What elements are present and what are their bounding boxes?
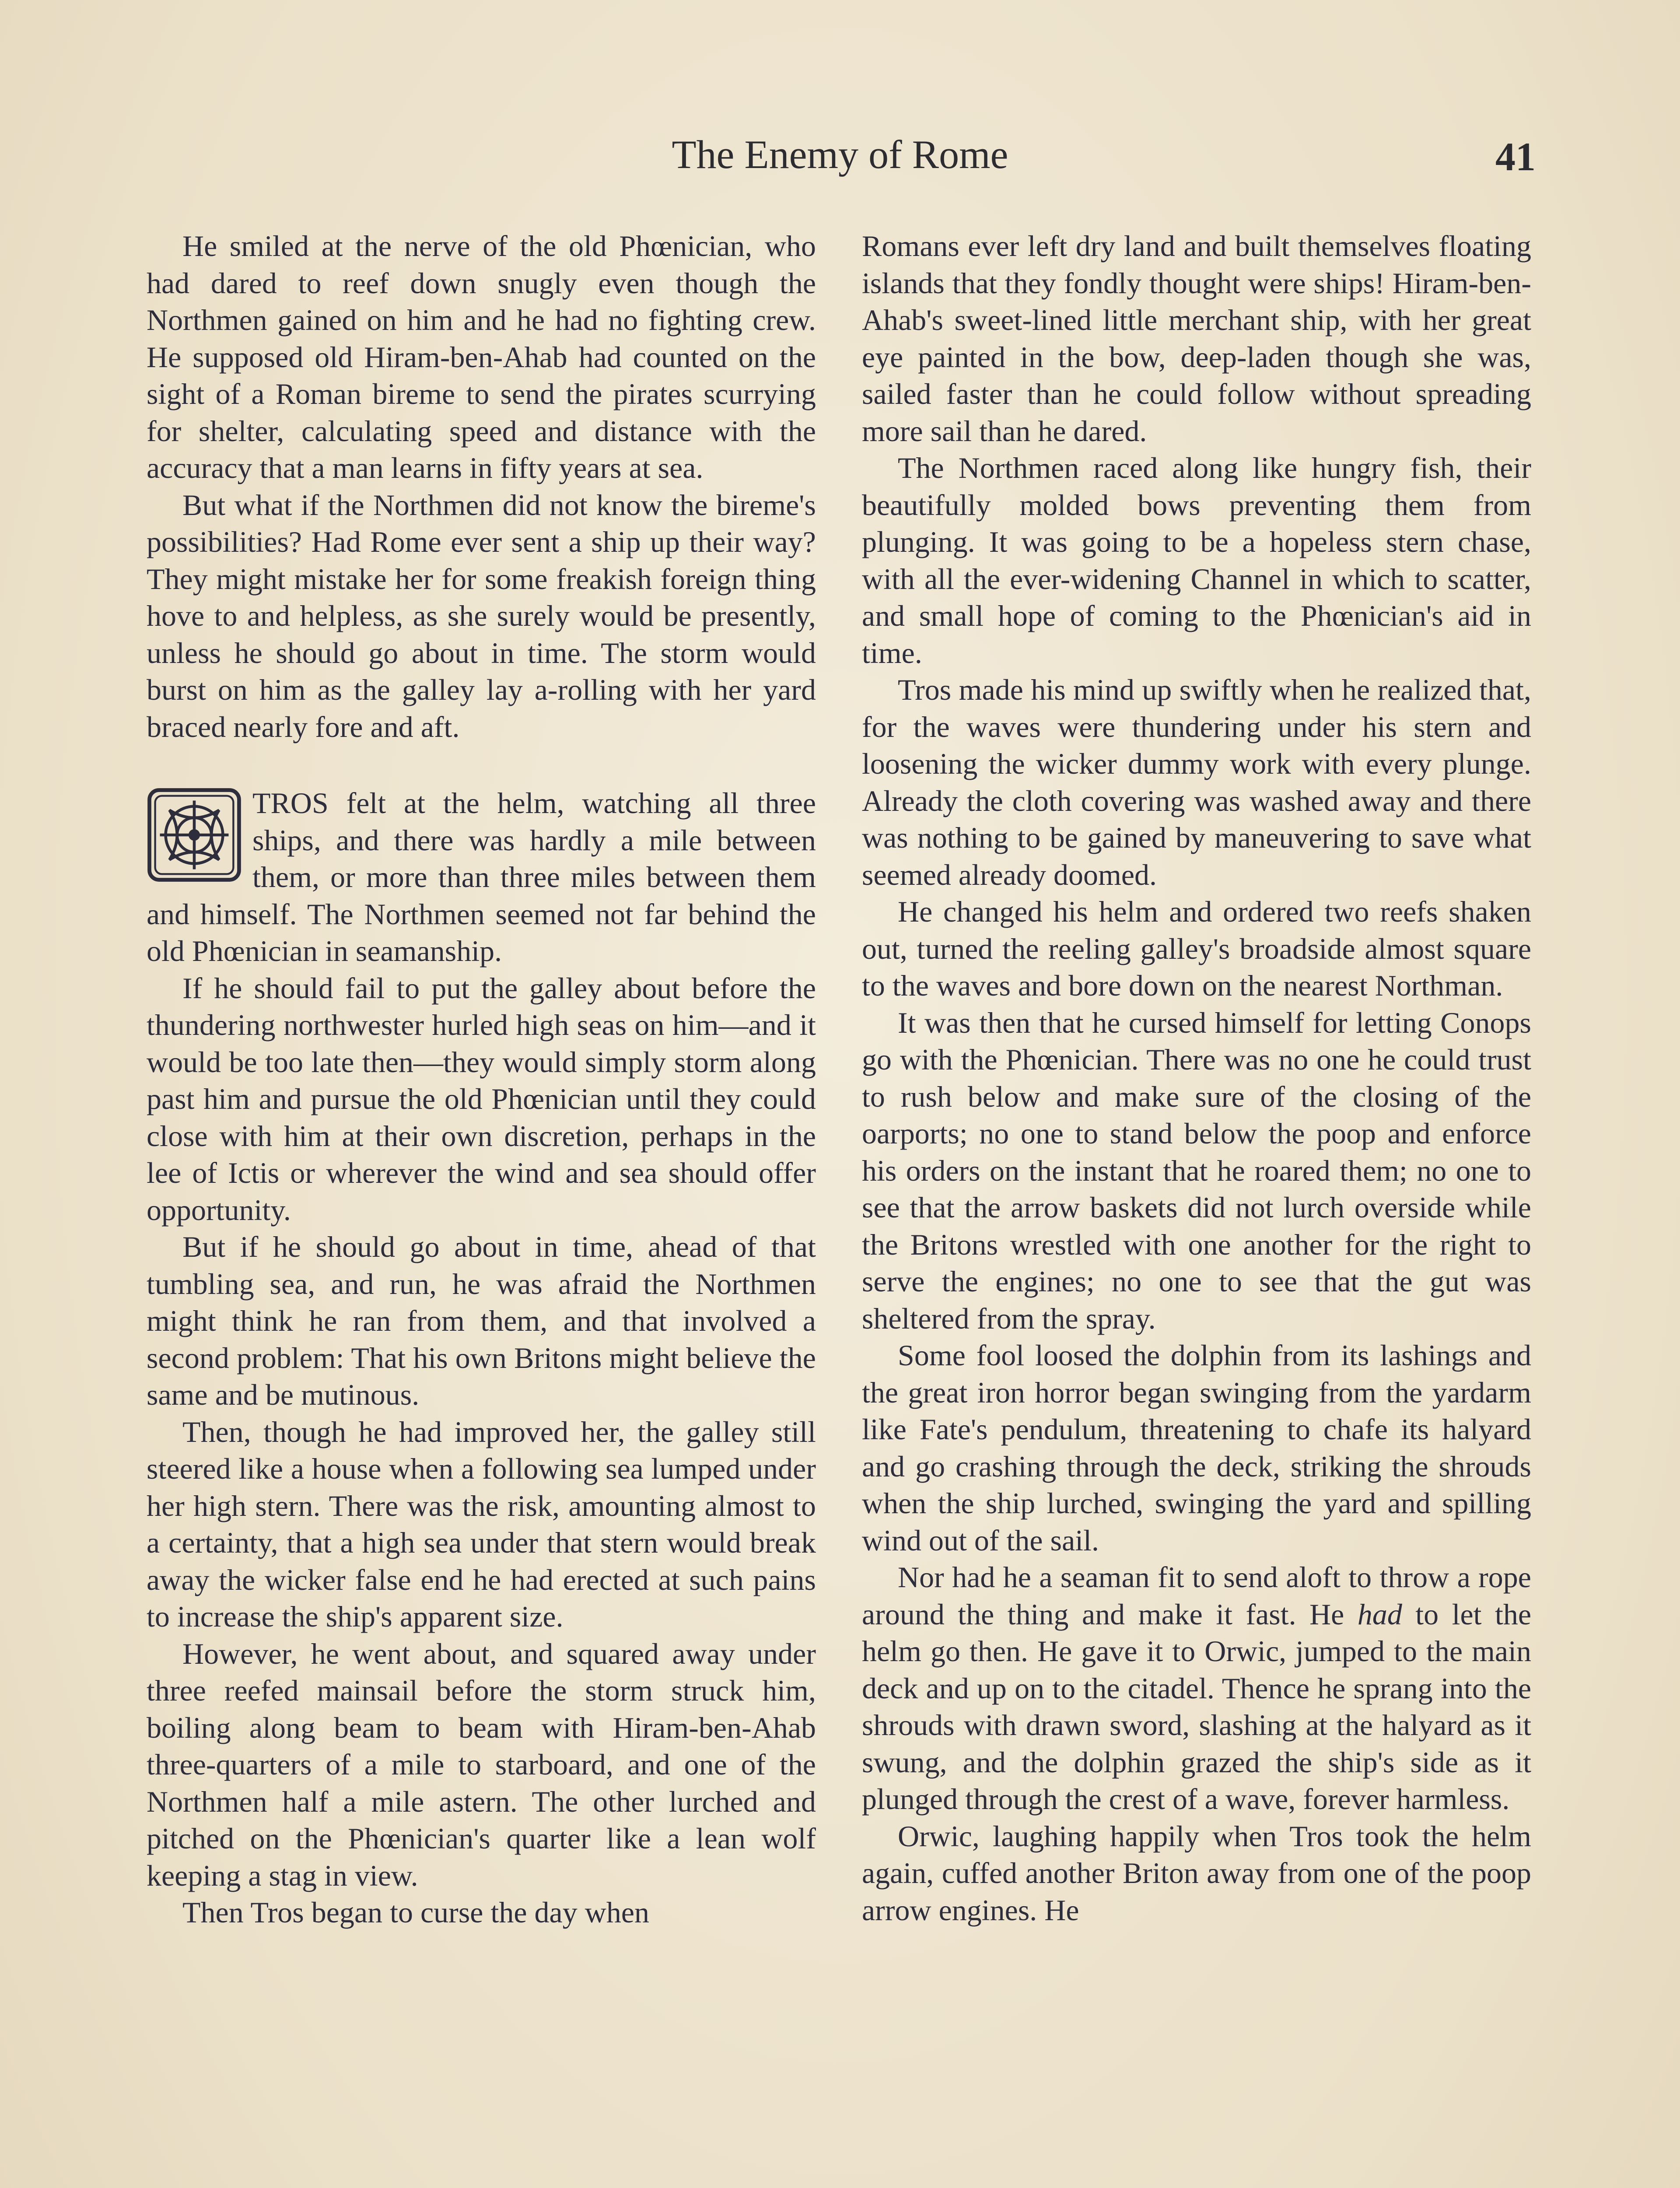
paragraph: If he should fail to put the galley about before the thundering northwester hurled high seas on him—and it would be too late then—they would simply storm along past him and pursue the old Phœnician until they could close with him at their own discretion, perhaps in the lee of Ictis or wherever the wind and sea should offer opportunity. bbox=[147, 971, 816, 1227]
paragraph: He smiled at the nerve of the old Phœnician, who had dared to reef down snugly even though the Northmen gained on him and he had no fighting crew. He supposed old Hiram-ben-Ahab had counted on the sight of a Roman bireme to send the pirates scurrying for shelter, calculating speed and distance with the accuracy that a man learns in fifty years at sea. bbox=[147, 229, 816, 484]
paragraph: Some fool loosed the dolphin from its lashings and the great iron horror began swinging from the yardarm like Fate's pendulum, threatening to chafe its halyard and go crashing through the deck, striking the shrouds when the ship lurched, swinging the yard and spilling wind out of the sail. bbox=[862, 1339, 1531, 1557]
right-column bbox=[862, 228, 1531, 1929]
paragraph-text: He bbox=[1309, 1597, 1344, 1631]
paragraph: He changed his helm and ordered two reefs shaken out, turned the reeling galley's broadside almost square to the waves and bore down on the nearest Northman. bbox=[862, 895, 1531, 1002]
running-title: The Enemy of Rome bbox=[672, 132, 1008, 177]
paragraph-text: to let the helm go then. He gave it to Orwic, jumped to the main deck and up on to the citadel. Thence he sprang into the shrouds with drawn sword, slashing at the halyard as it swung, and the dolphin grazed the ship's side as it plunged through the crest of a wave, forever harmless. bbox=[862, 1597, 1532, 1816]
paragraph: Then, though he had improved her, the galley still steered like a house when a following sea lumped under her high stern. There was the risk, amounting almost to a certainty, that a high sea under that stern would break away the wicker false end he had erected at such pains to increase the ship's apparent size. bbox=[147, 1415, 816, 1633]
section-start-paragraph bbox=[147, 785, 816, 970]
page-number: 41 bbox=[1495, 134, 1536, 179]
paragraph-text: Nor had he a seaman fit to send aloft to throw a rope around the thing and make it fast. bbox=[862, 1560, 1531, 1631]
paragraph: However, he went about, and squared away under three reefed mainsail before the storm struck him, boiling along beam to beam with Hiram-ben-Ahab three-quarters of a mile to starboard, and one of the Northmen half a mile astern. The other lurched and pitched on the Phœnician's quarter like a lean wolf keeping a stag in view. bbox=[147, 1637, 816, 1892]
paragraph: Romans ever left dry land and built themselves floating islands that they fondly thought were ships! Hiram-ben-Ahab's sweet-lined little merchant ship, with her great eye painted in the bow, deep-laden though she was, sailed faster than he could follow without spreading more sail than he dared. bbox=[862, 229, 1531, 448]
paragraph-text: TROS felt at the helm, watching all three ships, and there was hardly a mile between them, or more than three miles between them and himself. The Northmen seemed not far behind the old Phœnician in seamanship. bbox=[147, 786, 816, 968]
emphasis-text: had bbox=[1357, 1597, 1402, 1631]
paragraph: The Northmen raced along like hungry fish, their beautifully molded bows preventing them from plunging. It was going to be a hopeless stern chase, with all the ever-widening Channel in which to scatter, and small hope of coming to the Phœnician's aid in time. bbox=[862, 451, 1531, 670]
paragraph: Then Tros began to curse the day when bbox=[182, 1896, 650, 1929]
paragraph bbox=[862, 1559, 1531, 1818]
paragraph: But if he should go about in time, ahead of that tumbling sea, and run, he was afraid the Northmen might think he ran from them, and that involved a second problem: That his own Britons might believe the same and be mutinous. bbox=[147, 1230, 816, 1411]
paragraph: Orwic, laughing happily when Tros took the helm again, cuffed another Briton away from one of the poop arrow engines. He bbox=[862, 1819, 1531, 1927]
paragraph: It was then that he cursed himself for letting Conops go with the Phœnician. There was no one he could trust to rush below and make sure of the closing of the oarports; no one to stand below the poop and enforce his orders on the instant that he roared them; no one to see that the arrow baskets did not lurch overside while the Britons wrestled with one another for the right to serve the engines; no one to see that the gut was sheltered from the spray. bbox=[862, 1006, 1531, 1335]
celtic-knot-icon bbox=[147, 787, 242, 883]
paragraph: Tros made his mind up swiftly when he realized that, for the waves were thundering under his stern and loosening the wicker dummy work with every plunge. Already the cloth covering was washed away and there was nothing to be gained by maneuvering to save what seemed already doomed. bbox=[862, 673, 1531, 891]
paragraph: But what if the Northmen did not know the bireme's possibilities? Had Rome ever sent a ship up their way? They might mistake her for some freakish foreign thing hove to and helpless, as she surely would be presently, unless he should go about in time. The storm would burst on him as the galley lay a-rolling with her yard braced nearly fore and aft. bbox=[147, 488, 816, 743]
left-column bbox=[147, 228, 816, 1931]
